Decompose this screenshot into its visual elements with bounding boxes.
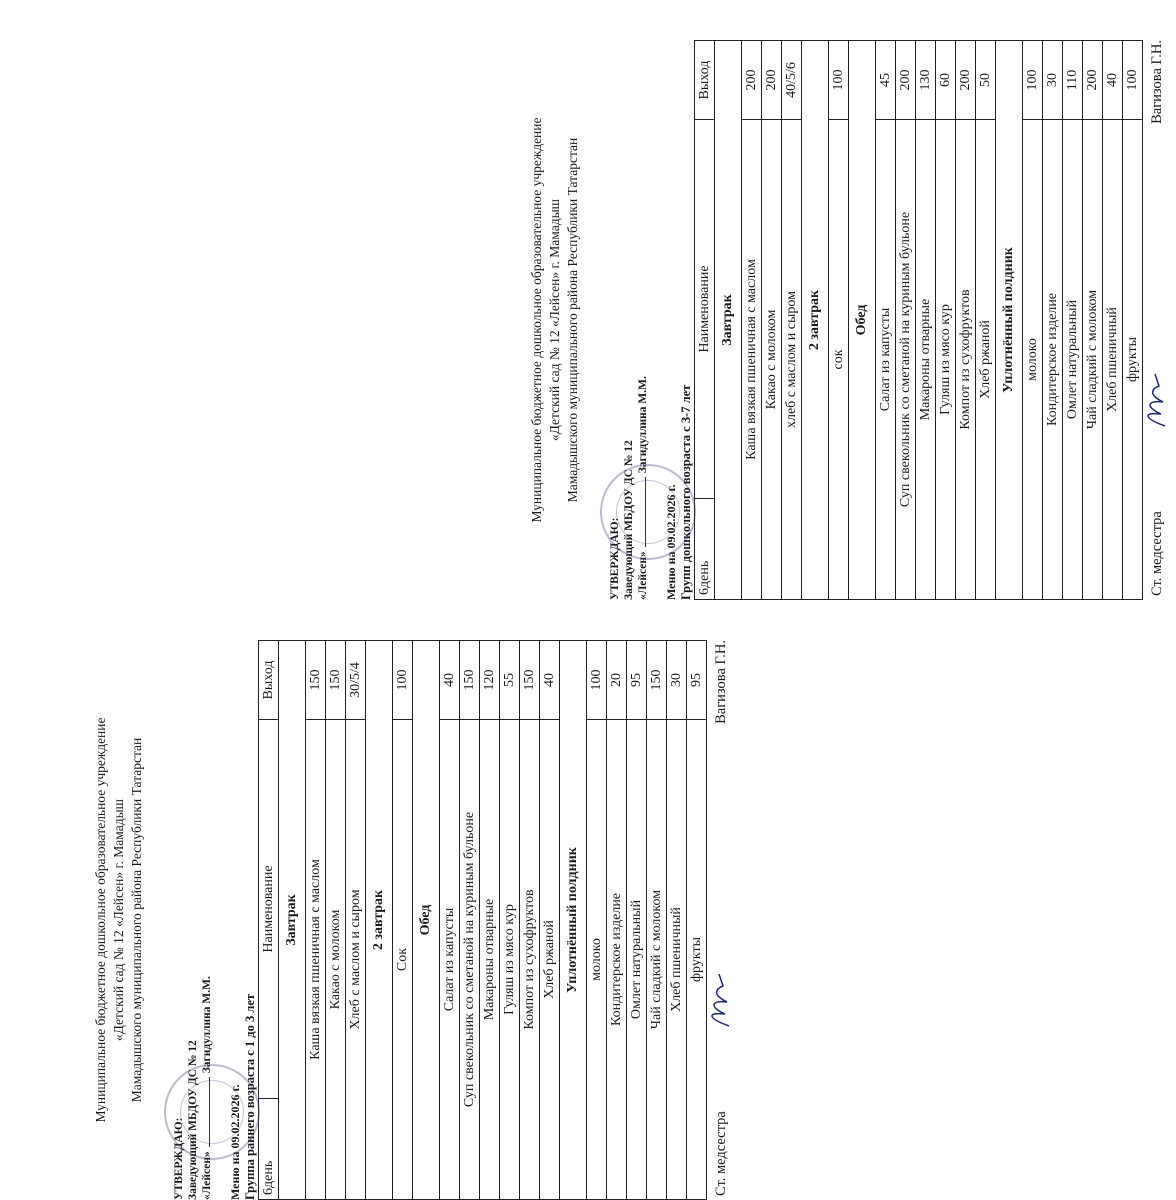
table-row: сок 100 (829, 41, 849, 600)
header-day: 6день (259, 1099, 279, 1200)
footer (1147, 40, 1169, 600)
section-snack: Уплотнённый полдник (560, 641, 587, 1200)
section-lunch: Обед (413, 641, 440, 1200)
approval-director: Загидуллина М.М. (637, 376, 649, 474)
approval-head: Заведующий МБДОУ ДС № 12 (623, 440, 635, 600)
menu-date: Меню на 09.02.2026 г. (664, 484, 678, 600)
table-header-row (695, 41, 715, 600)
group-title: Групп дошкольного возраста с 3-7 лет (679, 384, 693, 600)
table-row: Омлет натуральный 95 (627, 641, 647, 1200)
nurse-name: Вагизова Г.Н. (1149, 40, 1165, 124)
menu-date: Меню на 09.02.2026 г. (228, 1084, 242, 1200)
menu-table (694, 40, 1143, 600)
section-breakfast: Завтрак (715, 41, 742, 600)
table-row: Хлеб ржаной 50 (976, 41, 996, 600)
approval-block (608, 40, 650, 600)
signature-icon (705, 970, 740, 1030)
institution-line-1: Муниципальное бюджетное дошкольное образовательное учреждение (93, 717, 108, 1123)
table-row: Какао с молоком 150 (326, 641, 346, 1200)
header-output: Выход (695, 41, 715, 120)
header-day: 6день (695, 499, 715, 600)
nurse-name: Вагизова Г.Н. (713, 640, 729, 724)
header-name: Наименование (695, 120, 715, 499)
table-header-row (259, 641, 279, 1200)
stamp-icon (600, 464, 696, 560)
table-row: Омлет натуральный 110 (1063, 41, 1083, 600)
stamp-icon (164, 1064, 260, 1160)
signature-icon (1141, 370, 1176, 430)
menu-panel-preschool (528, 40, 1169, 600)
approval-title: УТВЕРЖДАЮ: (173, 1117, 185, 1200)
approval-org: «Лейсен» (637, 551, 649, 600)
table-row: Хлеб пшеничный 40 (1103, 41, 1123, 600)
approval-block (172, 640, 214, 1200)
institution-line-3: Мамадышского муниципального района Республики Татарстан (129, 737, 144, 1103)
table-row: Сок 100 (393, 641, 413, 1200)
institution-line-3: Мамадышского муниципального района Республики Татарстан (565, 137, 580, 503)
table-row: Гуляш из мясо кур 60 (936, 41, 956, 600)
institution-header (92, 640, 146, 1200)
table-row: Суп свекольник со сметаной на куриным бульоне 150 (460, 641, 480, 1200)
table-row: фрукты 100 (1123, 41, 1143, 600)
footer (711, 640, 733, 1200)
table-row: молоко 100 (1023, 41, 1043, 600)
table-row: Салат из капусты 40 (440, 641, 460, 1200)
table-row: Каша вязкая пшеничная с маслом 200 (742, 41, 762, 600)
approval-org: «Лейсен» (201, 1151, 213, 1200)
section-breakfast-2: 2 завтрак (366, 641, 393, 1200)
institution-line-2: «Детский сад № 12 «Лейсен» г. Мамадыш (547, 198, 562, 442)
table-row: молоко 100 (587, 641, 607, 1200)
section-breakfast-2: 2 завтрак (802, 41, 829, 600)
table-row: Макароны отварные 130 (916, 41, 936, 600)
table-row: Макароны отварные 120 (480, 641, 500, 1200)
menu-panel-early-age (92, 640, 733, 1200)
table-row: Хлеб пшеничный 30 (667, 641, 687, 1200)
group-title: Группа раннего возраста с 1 до 3 лет (243, 993, 257, 1200)
table-row: Чай сладкий с молоком 200 (1083, 41, 1103, 600)
table-row: Компот из сухофруктов 200 (956, 41, 976, 600)
table-row: Хлеб ржаной 40 (540, 641, 560, 1200)
approval-title: УТВЕРЖДАЮ: (609, 517, 621, 600)
nurse-title: Ст. медсестра (1149, 511, 1165, 596)
institution-header (528, 40, 582, 600)
table-row: Хлеб с маслом и сыром 30/5/4 (346, 641, 366, 1200)
institution-line-2: «Детский сад № 12 «Лейсен» г. Мамадыш (111, 798, 126, 1042)
table-row: Какао с молоком 200 (762, 41, 782, 600)
table-row: хлеб с маслом и сыром 40/5/6 (782, 41, 802, 600)
table-row: Суп свекольник со сметаной на куриным бульоне 200 (896, 41, 916, 600)
header-name: Наименование (259, 720, 279, 1099)
section-snack: Уплотнённый полдник (996, 41, 1023, 600)
table-row: Гуляш из мясо кур 55 (500, 641, 520, 1200)
nurse-title: Ст. медсестра (713, 1111, 729, 1196)
menu-table (258, 640, 707, 1200)
section-breakfast: Завтрак (279, 641, 306, 1200)
table-row: Каша вязкая пшеничная с маслом 150 (306, 641, 326, 1200)
table-row: Компот из сухофруктов 150 (520, 641, 540, 1200)
approval-director: Загидуллина М.М. (201, 976, 213, 1074)
section-lunch: Обед (849, 41, 876, 600)
header-output: Выход (259, 641, 279, 720)
table-row: фрукты 95 (687, 641, 707, 1200)
table-row: Кондитерское изделие 30 (1043, 41, 1063, 600)
table-row: Кондитерское изделие 20 (607, 641, 627, 1200)
approval-head: Заведующий МБДОУ ДС № 12 (187, 1040, 199, 1200)
table-row: Салат из капусты 45 (876, 41, 896, 600)
table-row: Чай сладкий с молоком 150 (647, 641, 667, 1200)
institution-line-1: Муниципальное бюджетное дошкольное образовательное учреждение (529, 117, 544, 523)
